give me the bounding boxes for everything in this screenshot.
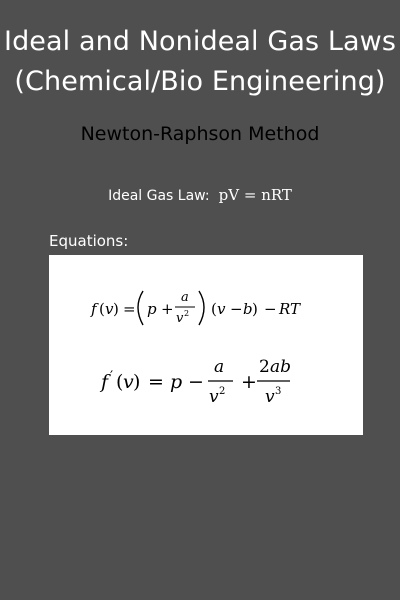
slide-title-line2: (Chemical/Bio Engineering)	[14, 66, 386, 97]
svg-text:−: −	[230, 300, 243, 318]
svg-text:−: −	[188, 371, 204, 393]
ideal-gas-law-label: Ideal Gas Law:	[108, 188, 210, 204]
svg-text:): )	[113, 300, 119, 318]
svg-text:3: 3	[275, 386, 282, 397]
svg-text:a: a	[214, 357, 225, 377]
svg-text:=: =	[148, 371, 164, 393]
svg-text:p: p	[170, 371, 183, 393]
svg-text:f: f	[101, 371, 109, 393]
svg-text:v: v	[105, 300, 114, 318]
svg-text:p: p	[147, 300, 157, 318]
svg-text:+: +	[161, 300, 174, 318]
svg-text:+: +	[241, 371, 257, 393]
ideal-gas-law-row	[0, 185, 400, 204]
svg-text:): )	[252, 300, 258, 318]
equations-label: Equations:	[49, 232, 129, 250]
svg-text:b: b	[243, 300, 253, 318]
ideal-gas-law-equation: pV = nRT	[218, 186, 292, 204]
equation-2	[99, 357, 291, 407]
slide-subtitle: Newton-Raphson Method	[80, 123, 320, 145]
svg-text:v: v	[217, 300, 226, 318]
equation-1	[90, 290, 301, 326]
svg-text:2: 2	[259, 357, 270, 377]
svg-text:RT: RT	[279, 300, 301, 318]
svg-text:): )	[133, 371, 141, 393]
svg-text:′: ′	[110, 369, 114, 385]
svg-text:f: f	[91, 300, 97, 318]
svg-text:(: (	[211, 300, 217, 318]
slide-title-line1: Ideal and Nonideal Gas Laws	[4, 26, 396, 57]
svg-text:v: v	[265, 387, 275, 407]
svg-text:−: −	[264, 300, 277, 318]
svg-text:(: (	[116, 371, 124, 393]
svg-text:v: v	[123, 371, 134, 393]
svg-text:v: v	[209, 387, 219, 407]
svg-text:2: 2	[184, 309, 190, 318]
svg-text:=: =	[123, 300, 136, 318]
svg-text:a: a	[181, 290, 189, 305]
svg-text:v: v	[176, 311, 184, 326]
svg-text:2: 2	[219, 386, 226, 397]
equations-panel	[49, 255, 363, 435]
svg-text:ab: ab	[270, 357, 292, 377]
svg-text:(: (	[99, 300, 105, 318]
